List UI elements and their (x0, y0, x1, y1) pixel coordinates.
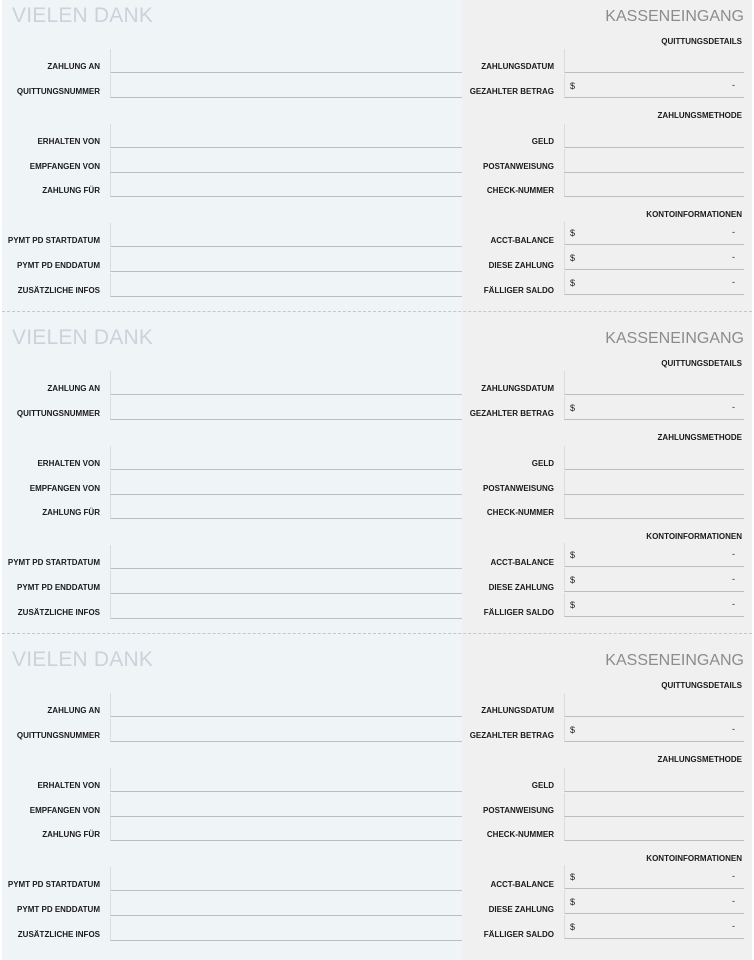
this-payment-field[interactable] (564, 890, 744, 914)
check-number-field[interactable] (564, 495, 744, 519)
label-received-from: ERHALTEN VON (37, 781, 100, 790)
label-money-order: POSTANWEISUNG (483, 162, 554, 171)
period-end-field[interactable] (110, 570, 462, 594)
amount-paid-value: - (732, 402, 735, 412)
account-balance-field[interactable] (564, 865, 744, 889)
label-additional-info: ZUSÄTZLICHE INFOS (17, 930, 100, 939)
payment-date-field[interactable] (564, 371, 744, 395)
label-payment-to: ZAHLUNG AN (47, 62, 100, 71)
section-payment-method: ZAHLUNGSMETHODE (657, 755, 742, 764)
check-number-field[interactable] (564, 817, 744, 841)
cut-line (2, 311, 752, 312)
this-payment-value: - (732, 896, 735, 906)
label-cash: GELD (531, 781, 554, 790)
label-account-balance: ACCT-BALANCE (490, 236, 554, 245)
label-payment-for: ZAHLUNG FÜR (42, 830, 100, 839)
label-receipt-number: QUITTUNGSNUMMER (16, 731, 100, 740)
label-payment-date: ZAHLUNGSDATUM (481, 62, 554, 71)
label-this-payment: DIESE ZAHLUNG (488, 583, 554, 592)
receipt-number-field[interactable] (110, 718, 462, 742)
cut-line (2, 633, 752, 634)
check-number-field[interactable] (564, 173, 744, 197)
currency-symbol: $ (570, 253, 576, 263)
label-period-end: PYMT PD ENDDATUM (17, 583, 100, 592)
currency-symbol: $ (570, 922, 576, 932)
label-received-by: EMPFANGEN VON (29, 162, 100, 171)
label-received-by: EMPFANGEN VON (29, 484, 100, 493)
payment-date-field[interactable] (564, 49, 744, 73)
label-additional-info: ZUSÄTZLICHE INFOS (17, 286, 100, 295)
received-from-field[interactable] (110, 446, 462, 470)
label-money-order: POSTANWEISUNG (483, 484, 554, 493)
label-received-from: ERHALTEN VON (37, 459, 100, 468)
currency-symbol: $ (570, 81, 576, 91)
balance-due-value: - (732, 921, 735, 931)
label-check-number: CHECK-NUMMER (486, 508, 554, 517)
balance-due-field[interactable] (564, 593, 744, 617)
received-from-field[interactable] (110, 768, 462, 792)
label-account-balance: ACCT-BALANCE (490, 880, 554, 889)
received-from-field[interactable] (110, 124, 462, 148)
balance-due-field[interactable] (564, 915, 744, 939)
period-start-field[interactable] (110, 545, 462, 569)
payment-for-field[interactable] (110, 173, 462, 197)
label-amount-paid: GEZAHLTER BETRAG (469, 409, 554, 418)
money-order-field[interactable] (564, 471, 744, 495)
receipt-number-field[interactable] (110, 396, 462, 420)
label-payment-for: ZAHLUNG FÜR (42, 186, 100, 195)
period-start-field[interactable] (110, 223, 462, 247)
amount-paid-value: - (732, 724, 735, 734)
cash-field[interactable] (564, 446, 744, 470)
this-payment-field[interactable] (564, 246, 744, 270)
label-payment-to: ZAHLUNG AN (47, 706, 100, 715)
payment-date-field[interactable] (564, 693, 744, 717)
currency-symbol: $ (570, 403, 576, 413)
currency-symbol: $ (570, 725, 576, 735)
balance-due-field[interactable] (564, 271, 744, 295)
label-payment-date: ZAHLUNGSDATUM (481, 384, 554, 393)
label-additional-info: ZUSÄTZLICHE INFOS (17, 608, 100, 617)
received-by-field[interactable] (110, 471, 462, 495)
this-payment-field[interactable] (564, 568, 744, 592)
label-period-start: PYMT PD STARTDATUM (7, 880, 100, 889)
section-account-info: KONTOINFORMATIONEN (646, 854, 742, 863)
label-check-number: CHECK-NUMMER (486, 830, 554, 839)
section-receipt-details: QUITTUNGSDETAILS (661, 37, 742, 46)
thank-you-heading: VIELEN DANK (12, 326, 154, 349)
label-amount-paid: GEZAHLTER BETRAG (469, 731, 554, 740)
thank-you-heading: VIELEN DANK (12, 648, 154, 671)
currency-symbol: $ (570, 278, 576, 288)
label-account-balance: ACCT-BALANCE (490, 558, 554, 567)
this-payment-value: - (732, 252, 735, 262)
receipt-3 (0, 644, 754, 960)
receipt-title: KASSENEINGANG (605, 330, 744, 347)
receipt-number-field[interactable] (110, 74, 462, 98)
label-receipt-number: QUITTUNGSNUMMER (16, 87, 100, 96)
currency-symbol: $ (570, 550, 576, 560)
label-receipt-number: QUITTUNGSNUMMER (16, 409, 100, 418)
amount-paid-field[interactable] (564, 396, 744, 420)
receipt-title: KASSENEINGANG (605, 8, 744, 25)
additional-info-field[interactable] (110, 595, 462, 619)
thank-you-heading: VIELEN DANK (12, 4, 154, 27)
receipt-title: KASSENEINGANG (605, 652, 744, 669)
label-amount-paid: GEZAHLTER BETRAG (469, 87, 554, 96)
account-balance-value: - (732, 227, 735, 237)
label-period-start: PYMT PD STARTDATUM (7, 558, 100, 567)
account-balance-field[interactable] (564, 543, 744, 567)
period-end-field[interactable] (110, 892, 462, 916)
account-balance-value: - (732, 549, 735, 559)
money-order-field[interactable] (564, 793, 744, 817)
period-end-field[interactable] (110, 248, 462, 272)
label-cash: GELD (531, 459, 554, 468)
label-received-from: ERHALTEN VON (37, 137, 100, 146)
label-period-start: PYMT PD STARTDATUM (7, 236, 100, 245)
period-start-field[interactable] (110, 867, 462, 891)
currency-symbol: $ (570, 228, 576, 238)
currency-symbol: $ (570, 575, 576, 585)
section-receipt-details: QUITTUNGSDETAILS (661, 359, 742, 368)
section-receipt-details: QUITTUNGSDETAILS (661, 681, 742, 690)
this-payment-value: - (732, 574, 735, 584)
label-balance-due: FÄLLIGER SALDO (483, 286, 554, 295)
label-balance-due: FÄLLIGER SALDO (483, 608, 554, 617)
cash-field[interactable] (564, 768, 744, 792)
payment-to-field[interactable] (110, 371, 462, 395)
account-balance-field[interactable] (564, 221, 744, 245)
label-money-order: POSTANWEISUNG (483, 806, 554, 815)
label-payment-date: ZAHLUNGSDATUM (481, 706, 554, 715)
additional-info-field[interactable] (110, 917, 462, 941)
label-payment-for: ZAHLUNG FÜR (42, 508, 100, 517)
currency-symbol: $ (570, 872, 576, 882)
balance-due-value: - (732, 277, 735, 287)
label-period-end: PYMT PD ENDDATUM (17, 261, 100, 270)
receipt-1 (0, 0, 754, 322)
label-check-number: CHECK-NUMMER (486, 186, 554, 195)
cash-field[interactable] (564, 124, 744, 148)
label-balance-due: FÄLLIGER SALDO (483, 930, 554, 939)
received-by-field[interactable] (110, 793, 462, 817)
label-period-end: PYMT PD ENDDATUM (17, 905, 100, 914)
section-payment-method: ZAHLUNGSMETHODE (657, 433, 742, 442)
section-payment-method: ZAHLUNGSMETHODE (657, 111, 742, 120)
balance-due-value: - (732, 599, 735, 609)
label-this-payment: DIESE ZAHLUNG (488, 905, 554, 914)
amount-paid-field[interactable] (564, 718, 744, 742)
currency-symbol: $ (570, 600, 576, 610)
section-account-info: KONTOINFORMATIONEN (646, 210, 742, 219)
money-order-field[interactable] (564, 149, 744, 173)
label-this-payment: DIESE ZAHLUNG (488, 261, 554, 270)
currency-symbol: $ (570, 897, 576, 907)
account-balance-value: - (732, 871, 735, 881)
payment-for-field[interactable] (110, 817, 462, 841)
label-payment-to: ZAHLUNG AN (47, 384, 100, 393)
payment-to-field[interactable] (110, 693, 462, 717)
received-by-field[interactable] (110, 149, 462, 173)
label-cash: GELD (531, 137, 554, 146)
amount-paid-value: - (732, 80, 735, 90)
label-received-by: EMPFANGEN VON (29, 806, 100, 815)
amount-paid-field[interactable] (564, 74, 744, 98)
payment-for-field[interactable] (110, 495, 462, 519)
section-account-info: KONTOINFORMATIONEN (646, 532, 742, 541)
payment-to-field[interactable] (110, 49, 462, 73)
receipt-2 (0, 322, 754, 644)
additional-info-field[interactable] (110, 273, 462, 297)
